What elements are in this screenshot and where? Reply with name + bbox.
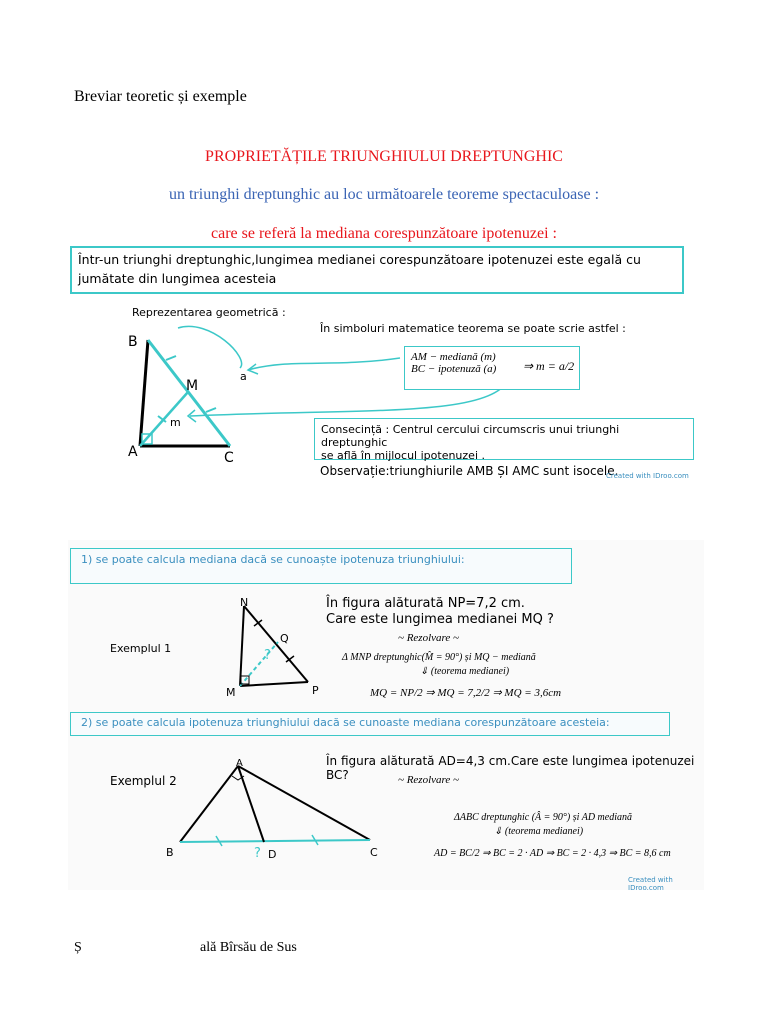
ex2-rezolvare: ~ Rezolvare ~	[398, 774, 459, 786]
ex1-step-1: Δ MNP dreptunghic(M̂ = 90°) și MQ − mediană	[342, 652, 536, 663]
symbol-label: În simboluri matematice teorema se poate scrie astfel :	[320, 322, 626, 335]
label-D3: D	[268, 848, 277, 861]
label-A: A	[128, 444, 138, 460]
ex1-question-1: În figura alăturată NP=7,2 cm.	[326, 596, 525, 611]
ex2-step-3: AD = BC/2 ⇒ BC = 2 · AD ⇒ BC = 2 · 4,3 ⇒ BC = 8,6 cm	[434, 848, 671, 859]
formula-am: AM − mediană (m)	[411, 351, 496, 363]
footer-right: ală Bîrsău de Sus	[200, 940, 297, 955]
label-Q: Q	[280, 632, 289, 645]
formula-result: ⇒ m = a/2	[523, 359, 575, 373]
label-unknown-2: ?	[254, 846, 261, 861]
case-2-box: 2) se poate calcula ipotenuza triunghiului dacă se cunoaste mediana corespunzătoare acesteia:	[70, 712, 670, 736]
intro-text: un triunghi dreptunghic au loc următoarele teoreme spectaculoase :	[168, 186, 600, 203]
label-N: N	[240, 596, 249, 609]
label-C3: C	[370, 846, 378, 859]
created-with-2: Created with IDroo.com	[628, 876, 673, 892]
ex2-step-2: ⇓ (teorema medianei)	[494, 826, 584, 837]
page-title: PROPRIETĂȚILE TRIUNGHIULUI DREPTUNGHIC	[205, 148, 563, 165]
label-M2: M	[226, 686, 236, 699]
label-C: C	[224, 450, 234, 466]
label-unknown-1: ?	[264, 648, 271, 663]
geom-label: Reprezentarea geometrică :	[132, 306, 286, 319]
example-1-label: Exemplul 1	[110, 642, 172, 655]
label-B: B	[128, 334, 138, 350]
theorem-line-2: jumătate din lungimea acesteia	[78, 271, 277, 286]
ex2-step-1: ΔABC dreptunghic (Â = 90°) și AD mediană	[454, 812, 632, 823]
ex1-question-2: Care este lungimea medianei MQ ?	[326, 612, 554, 627]
theorem-box	[70, 246, 684, 294]
label-P: P	[312, 684, 319, 697]
label-a: a	[240, 370, 247, 383]
created-with-1: Created with IDroo.com	[606, 472, 689, 480]
document-header: Breviar teoretic și exemple	[74, 88, 247, 105]
formula-bc: BC − ipotenuză (a)	[411, 363, 497, 375]
label-B3: B	[166, 846, 174, 859]
case-1-box: 1) se poate calcula mediana dacă se cunoaște ipotenuza triunghiului:	[70, 548, 572, 584]
ex1-rezolvare: ~ Rezolvare ~	[398, 632, 459, 644]
formula-box	[404, 346, 580, 390]
section-heading: care se referă la mediana corespunzătoare ipotenuzei :	[210, 225, 557, 242]
consequence-line-2: se află în mijlocul ipotenuzei .	[321, 449, 485, 462]
ex1-step-2: ⇓ (teorema medianei)	[420, 666, 510, 677]
ex2-question: În figura alăturată AD=4,3 cm.Care este lungimea ipotenuzei BC?	[326, 754, 695, 782]
ex1-step-3: MQ = NP/2 ⇒ MQ = 7,2/2 ⇒ MQ = 3,6cm	[370, 687, 562, 699]
example-2-label: Exemplul 2	[110, 774, 177, 788]
label-A3: A	[236, 758, 243, 769]
label-M: M	[186, 378, 199, 394]
theorem-line-1: Într-un triunghi dreptunghic,lungimea medianei corespunzătoare ipotenuzei este egală cu	[78, 252, 641, 267]
footer-left: Ș	[74, 940, 82, 955]
figure-1-panel	[70, 298, 700, 498]
observation-text: Observație:triunghiurile AMB ȘI AMC sunt isocele.	[320, 464, 619, 478]
label-m: m	[170, 416, 181, 429]
examples-panel	[68, 540, 704, 890]
consequence-box	[314, 418, 694, 460]
consequence-line-1: Consecință : Centrul cercului circumscris unui triunghi dreptunghic	[321, 423, 620, 449]
